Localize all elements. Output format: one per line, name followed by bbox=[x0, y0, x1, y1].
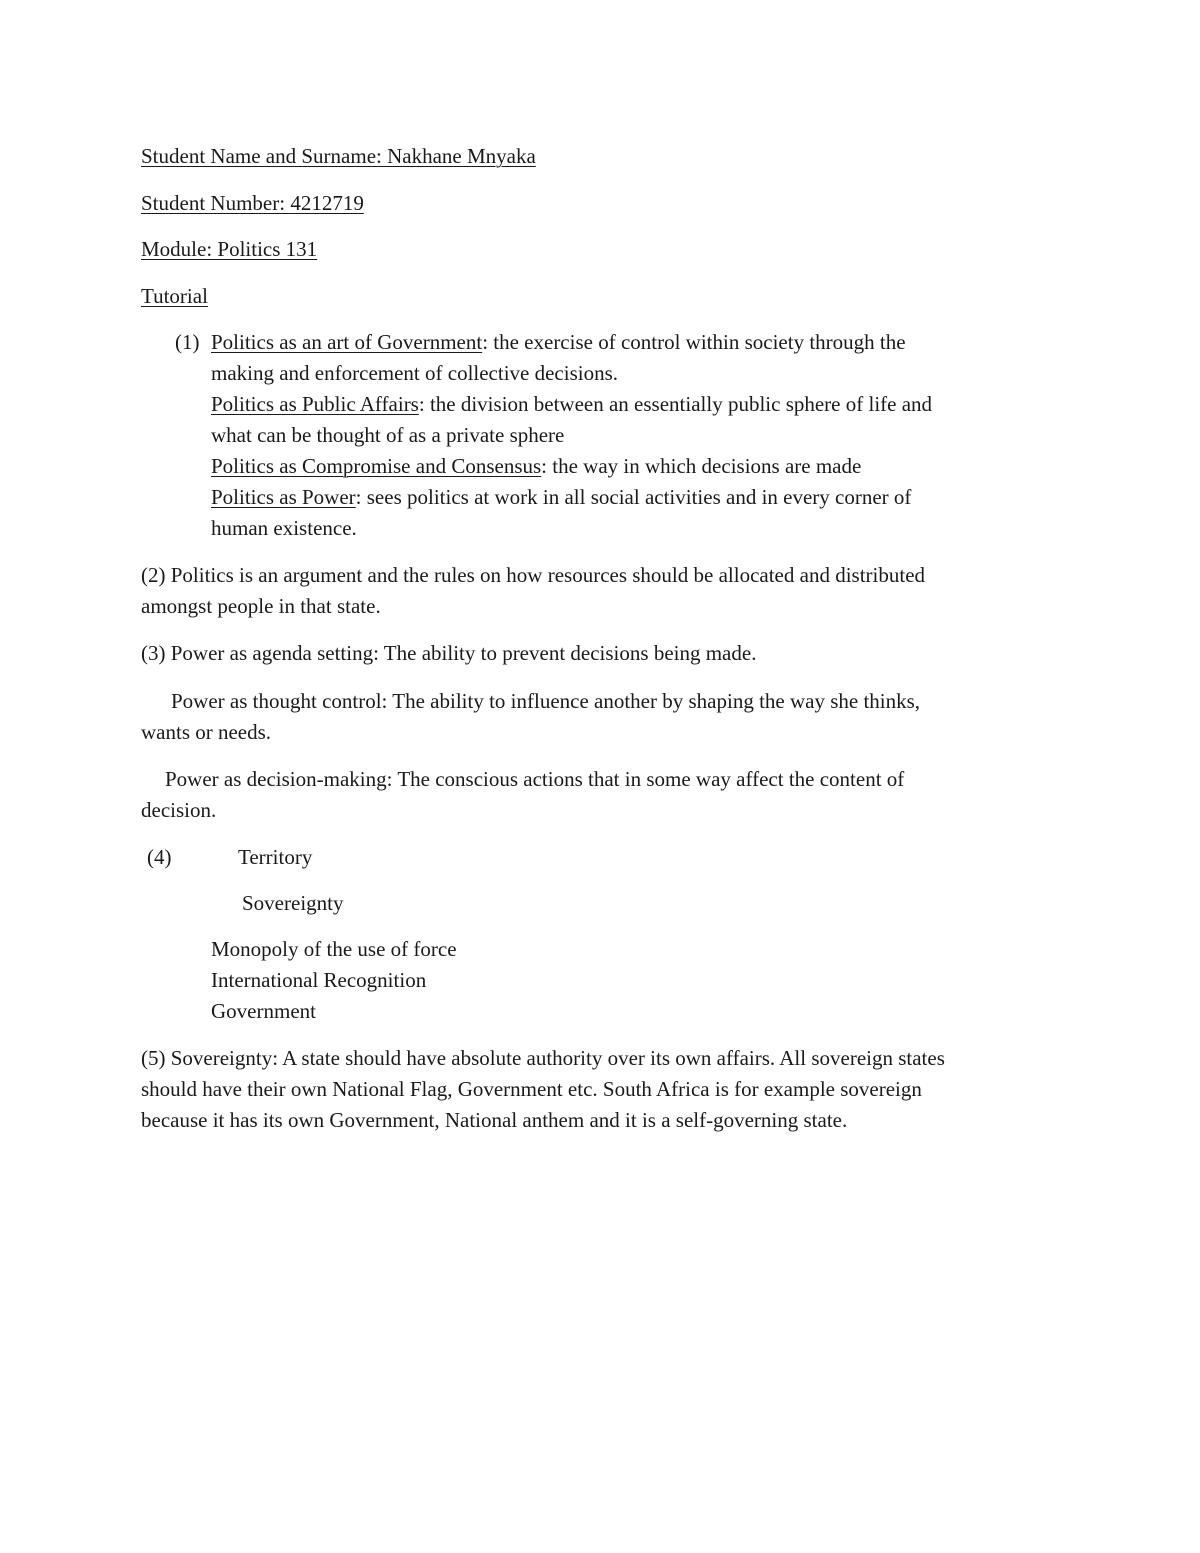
q3-decision-making-line2: decision. bbox=[141, 798, 217, 822]
q3-decision-making-line1: Power as decision-making: The conscious actions that in some way affect the content of bbox=[165, 767, 905, 791]
q4-item-territory: Territory bbox=[238, 845, 313, 869]
tutorial-heading: Tutorial bbox=[141, 284, 208, 308]
q3-line1: (3) Power as agenda setting: The ability to prevent decisions being made. bbox=[141, 641, 757, 665]
q1-number: (1) bbox=[175, 330, 200, 354]
q1-item-3-text: : the way in which decisions are made bbox=[541, 454, 862, 478]
q2-line1: (2) Politics is an argument and the rules on how resources should be allocated and distributed bbox=[141, 563, 926, 587]
q1-item-1-term: Politics as an art of Government bbox=[211, 330, 483, 354]
q1-item-4-text: : sees politics at work in all social activities and in every corner of bbox=[355, 485, 912, 509]
q1-item-4-line1 bbox=[211, 482, 911, 513]
q1-item-4-term: Politics as Power bbox=[211, 485, 356, 509]
student-name-line: Student Name and Surname: Nakhane Mnyaka bbox=[141, 144, 536, 168]
q4-item-sovereignty: Sovereignty bbox=[242, 891, 344, 915]
q4-item-recognition: International Recognition bbox=[211, 968, 427, 992]
q1-item-4-line2: human existence. bbox=[211, 516, 357, 540]
q5-line1: (5) Sovereignty: A state should have absolute authority over its own affairs. All sovereign states bbox=[141, 1046, 945, 1070]
q1-item-3-line1 bbox=[211, 451, 861, 482]
q1-item-3-term: Politics as Compromise and Consensus bbox=[211, 454, 542, 478]
q1-item-1-line1 bbox=[211, 327, 906, 358]
q5-line3: because it has its own Government, National anthem and it is a self-governing state. bbox=[141, 1108, 848, 1132]
q3-thought-control-line1: Power as thought control: The ability to influence another by shaping the way she thinks, bbox=[171, 689, 921, 713]
q4-item-monopoly: Monopoly of the use of force bbox=[211, 937, 457, 961]
student-number-line: Student Number: 4212719 bbox=[141, 191, 364, 215]
module-line: Module: Politics 131 bbox=[141, 237, 318, 261]
q3-thought-control-line2: wants or needs. bbox=[141, 720, 272, 744]
q4-number: (4) bbox=[147, 845, 172, 869]
q1-item-2-text: : the division between an essentially public sphere of life and bbox=[418, 392, 933, 416]
q1-item-2-line1 bbox=[211, 389, 932, 420]
q1-item-1-line2: making and enforcement of collective decisions. bbox=[211, 361, 619, 385]
q1-item-2-term: Politics as Public Affairs bbox=[211, 392, 419, 416]
q4-item-government: Government bbox=[211, 999, 316, 1023]
q1-item-2-line2: what can be thought of as a private sphere bbox=[211, 423, 565, 447]
q5-line2: should have their own National Flag, Government etc. South Africa is for example sovereign bbox=[141, 1077, 922, 1101]
q2-line2: amongst people in that state. bbox=[141, 594, 381, 618]
q1-item-1-text: : the exercise of control within society through the bbox=[482, 330, 906, 354]
